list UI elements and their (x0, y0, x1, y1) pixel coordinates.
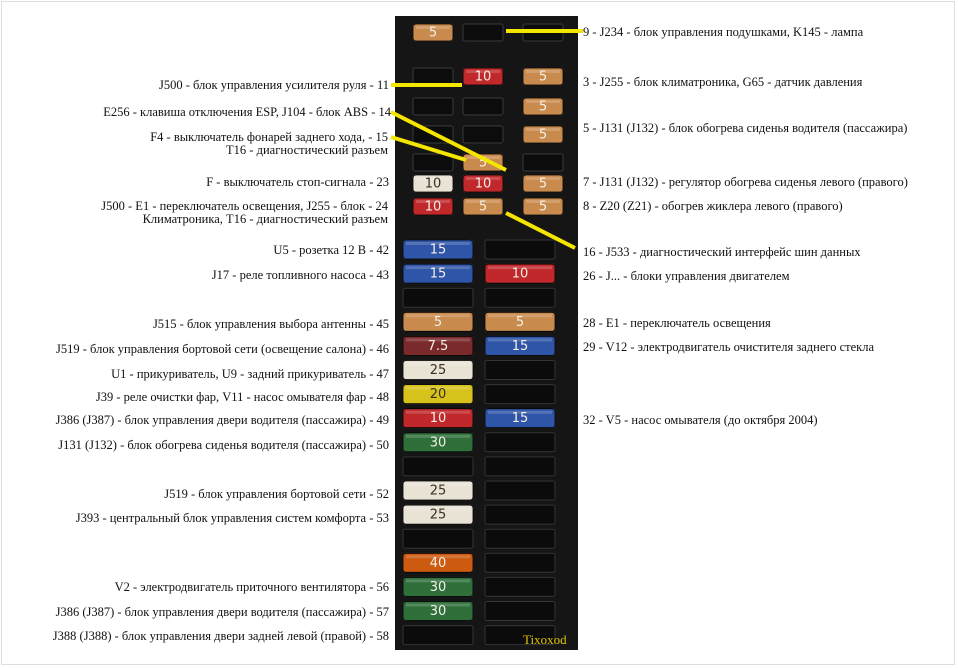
fuse-rating: 20 (429, 387, 447, 403)
fuse-rating: 10 (474, 176, 492, 192)
fuse-rating: 15 (511, 411, 529, 427)
fuse-rating: 5 (515, 314, 525, 330)
label-45: J515 - блок управления выбора антенны - 45 (152, 317, 389, 331)
label-3: 3 - J255 - блок климатроника, G65 - датчик давления (583, 75, 863, 89)
label-15: F4 - выключатель фонарей заднего хода, - 15 T16 - диагностический разъем (150, 130, 388, 157)
fuse-rating: 15 (429, 266, 447, 282)
fuse-rating: 10 (424, 199, 442, 215)
label-49: J386 (J387) - блок управления двери водителя (пассажира) - 49 (55, 413, 389, 427)
label-28: 28 - E1 - переключатель освещения (583, 316, 771, 330)
fuse-rating: 30 (429, 579, 447, 595)
fuse-rating: 30 (429, 604, 447, 619)
fuse-rating: 5 (538, 127, 548, 143)
fuse-rating: 5 (538, 69, 548, 85)
fuse-rating: 25 (429, 363, 447, 378)
label-56: V2 - электродвигатель приточного вентилятора - 56 (114, 580, 389, 594)
label-50: J131 (J132) - блок обогрева сиденья водителя (пассажира) - 50 (58, 438, 389, 452)
fuse-rating: 10 (424, 176, 442, 192)
fuse-rating: 15 (429, 242, 447, 258)
label-29: 29 - V12 - электродвигатель очистителя заднего стекла (583, 340, 875, 354)
label-16: 16 - J533 - диагностический интерфейс шин данных (583, 245, 861, 259)
fuse-rating: 10 (511, 266, 529, 282)
label-11: J500 - блок управления усилителя руля - 11 (158, 78, 389, 92)
callout-line (391, 137, 466, 160)
label-48: J39 - реле очистки фар, V11 - насос омывателя фар - 48 (95, 390, 389, 404)
fuse-rating: 5 (538, 176, 548, 192)
label-57: J386 (J387) - блок управления двери водителя (пассажира) - 57 (55, 605, 389, 619)
fuse-rating: 5 (538, 99, 548, 115)
fuse-rating: 5 (478, 199, 488, 215)
fuse-rating: 15 (511, 338, 529, 354)
label-7: 7 - J131 (J132) - регулятор обогрева сиденья левого (правого) (583, 175, 908, 189)
label-53: J393 - центральный блок управления систем комфорта - 53 (75, 511, 389, 525)
watermark: Tixoxod (523, 632, 567, 647)
fuse-rating: 5 (428, 25, 438, 41)
callout-line (506, 213, 575, 248)
label-24: J500 - E1 - переключатель освещения, J255 - блок - 24 Климатроника, T16 - диагностический разъем (101, 199, 388, 226)
label-46: J519 - блок управления бортовой сети (освещение салона) - 46 (56, 342, 389, 356)
fuse-rating: 40 (429, 555, 447, 571)
label-14: E256 - клавиша отключения ESP, J104 - блок ABS - 14 (103, 105, 391, 119)
fuse-rating: 25 (429, 507, 447, 523)
fuse-rating: 5 (433, 314, 443, 330)
fuse-rating: 10 (429, 411, 447, 427)
label-52: J519 - блок управления бортовой сети - 52 (164, 487, 389, 501)
label-47: U1 - прикуриватель, U9 - задний прикуриватель - 47 (111, 367, 389, 381)
label-23: F - выключатель стоп-сигнала - 23 (206, 175, 389, 189)
label-5: 5 - J131 (J132) - блок обогрева сиденья водителя (пассажира) (583, 121, 908, 135)
fuse-rating: 30 (429, 435, 447, 451)
label-9: 9 - J234 - блок управления подушками, K145 - лампа (583, 25, 864, 39)
label-58: J388 (J388) - блок управления двери задней левой (правой) - 58 (52, 629, 389, 643)
label-8: 8 - Z20 (Z21) - обогрев жиклера левого (правого) (583, 199, 843, 213)
fuse-rating: 5 (538, 199, 548, 215)
label-43: J17 - реле топливного насоса - 43 (211, 268, 389, 282)
fuse-rating: 10 (474, 69, 492, 85)
fuse-rating: 7.5 (427, 338, 449, 354)
fuse-rating: 25 (429, 483, 447, 499)
label-42: U5 - розетка 12 В - 42 (273, 243, 389, 257)
label-26: 26 - J... - блоки управления двигателем (583, 269, 790, 283)
fuse-rating: 5 (478, 155, 488, 171)
label-32: 32 - V5 - насос омывателя (до октября 2004) (583, 413, 818, 427)
